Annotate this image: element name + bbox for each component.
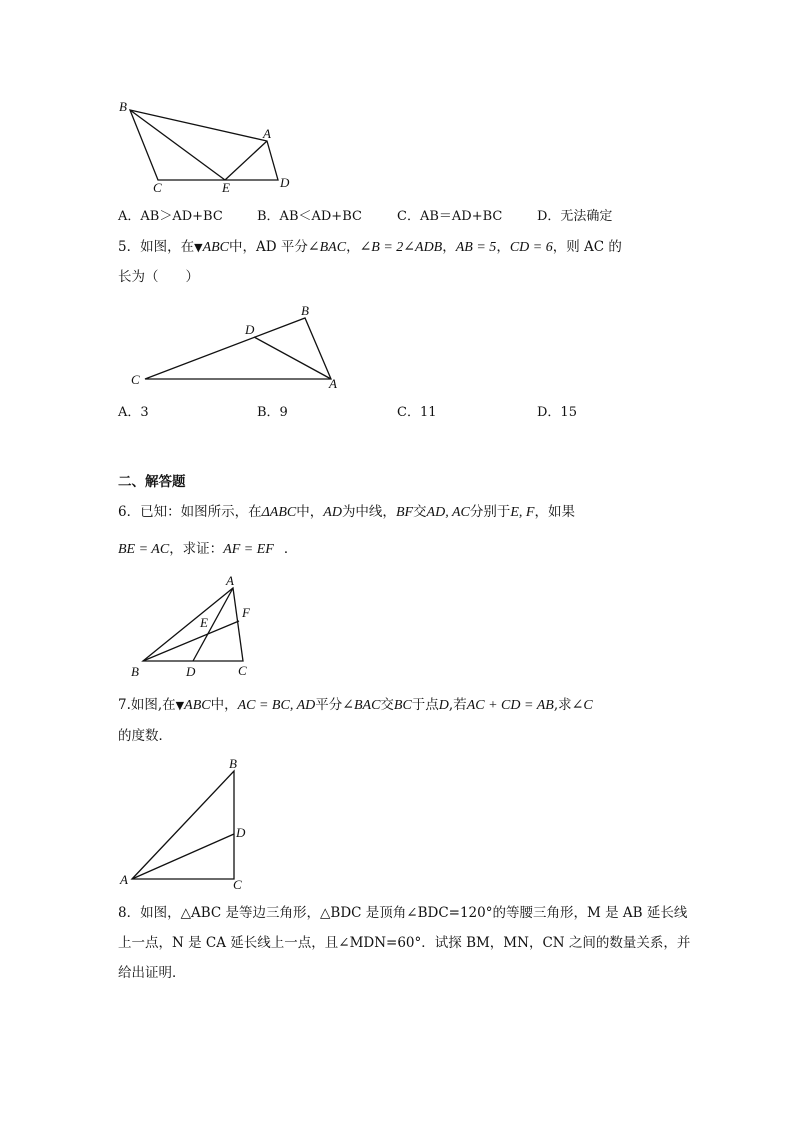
q6-label-d: D <box>186 664 196 679</box>
q4-label-a: A <box>263 126 271 141</box>
q5-label-b: B <box>301 303 309 318</box>
q6-segment-bf <box>143 621 239 661</box>
q7-triangle-symbol: ▼ <box>175 699 185 712</box>
q5-label-d: D <box>245 322 255 337</box>
q7-triangle-abc <box>132 771 234 879</box>
q4-option-a: A．AB＞AD+BC <box>118 209 223 224</box>
q6-label-a: A <box>226 573 234 588</box>
q5-stem-line1: 5．如图，在▼ABC中，AD 平分∠BAC，∠B = 2∠ADB，AB = 5，CD = 6，则 AC 的 <box>118 239 622 255</box>
q4-label-b: B <box>119 99 127 114</box>
q7-label-d: D <box>236 825 246 840</box>
q7-label-b: B <box>229 756 237 771</box>
q7-label-a: A <box>120 872 128 887</box>
q4-option-b: B．AB＜AD+BC <box>257 209 362 224</box>
q4-label-e: E <box>222 180 230 195</box>
q6-label-f: F <box>242 605 250 620</box>
q8-stem-line1: 8．如图，△ABC 是等边三角形，△BDC 是顶角∠BDC=120°的等腰三角形，M 是 AB 延长线 <box>118 905 688 921</box>
q4-figure <box>115 95 305 195</box>
q5-option-a: A．3 <box>118 405 149 420</box>
q4-option-d: D．无法确定 <box>537 209 613 224</box>
q5-segment-ad <box>254 337 331 379</box>
q5-label-c: C <box>131 372 140 387</box>
q6-label-b: B <box>131 664 139 679</box>
q5-triangle-symbol: ▼ <box>194 241 203 254</box>
q6-stem-line1: 6．已知：如图所示，在ΔABC中，AD为中线，BF交AD, AC分别于E, F，如果 <box>118 504 575 520</box>
q7-figure <box>115 755 255 893</box>
q5-stem-line2: 长为（ ） <box>118 269 199 285</box>
q6-label-c: C <box>238 663 247 678</box>
q6-label-e: E <box>200 615 208 630</box>
q8-stem-line3: 给出证明． <box>118 965 186 981</box>
q4-quadrilateral <box>130 110 278 180</box>
q4-segment-ea <box>225 141 267 180</box>
q7-stem-line1: 7.如图,在▼ABC中，AC = BC, AD平分∠BAC交BC于点D,若AC + CD = AB,求∠C <box>118 697 593 713</box>
q6-triangle-abc <box>143 588 243 661</box>
q7-segment-ad <box>132 834 234 879</box>
q4-option-c: C．AB＝AD+BC <box>397 209 503 224</box>
q8-stem-line2: 上一点，N 是 CA 延长线上一点，且∠MDN=60°．试探 BM，MN，CN 之间的数量关系，并 <box>118 935 691 951</box>
q7-stem-line2: 的度数． <box>118 728 172 744</box>
q5-triangle-abc <box>145 318 331 379</box>
q5-option-c: C．11 <box>397 405 437 420</box>
q5-figure <box>125 300 345 392</box>
q6-median-ad <box>193 588 233 661</box>
section-heading: 二、解答题 <box>118 474 186 490</box>
q6-figure <box>125 572 265 682</box>
q7-label-c: C <box>233 877 242 892</box>
q5-option-b: B．9 <box>257 405 288 420</box>
q4-label-d: D <box>280 175 290 190</box>
q4-label-c: C <box>153 180 162 195</box>
q5-label-a: A <box>329 376 337 391</box>
q5-option-d: D．15 <box>537 405 577 420</box>
q6-stem-line2: BE = AC，求证：AF = EF ． <box>118 541 298 557</box>
